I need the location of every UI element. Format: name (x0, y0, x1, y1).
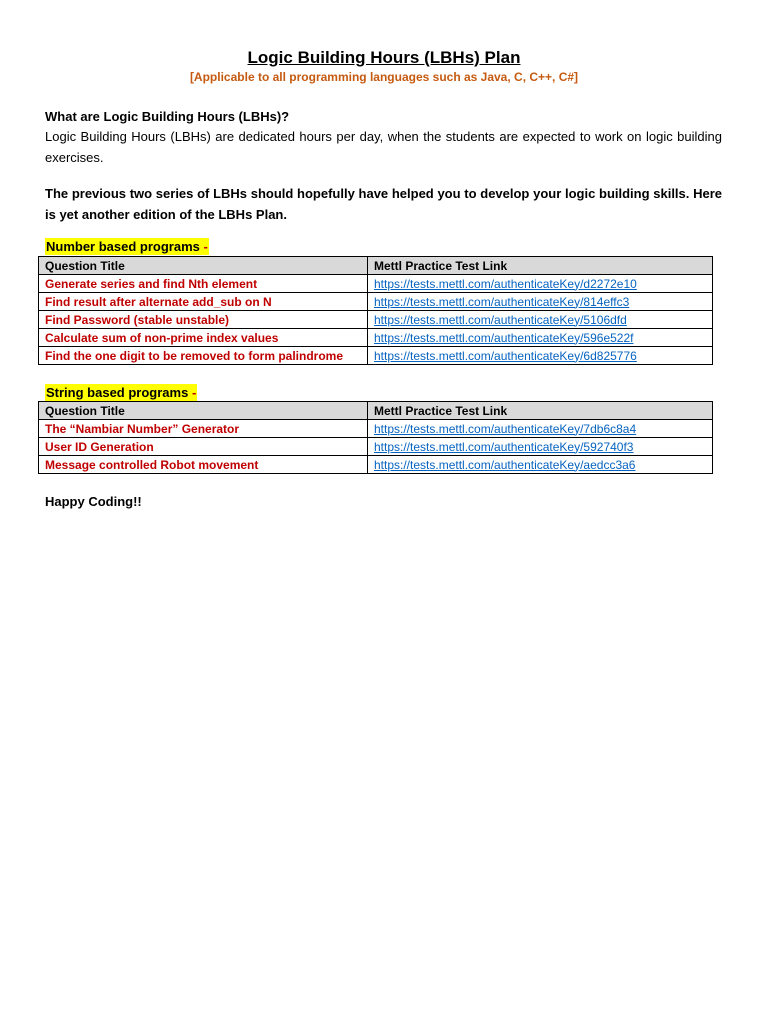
column-header-test-link: Mettl Practice Test Link (368, 402, 713, 420)
table-row (39, 456, 713, 474)
string-section-label-text: String based programs (46, 385, 189, 400)
table-header-row (39, 257, 713, 275)
question-title-cell: Find the one digit to be removed to form palindrome (39, 347, 368, 365)
test-link[interactable]: https://tests.mettl.com/authenticateKey/592740f3 (374, 439, 634, 454)
table-row (39, 311, 713, 329)
closing-text: Happy Coding!! (45, 494, 142, 509)
question-title-cell: Calculate sum of non-prime index values (39, 329, 368, 347)
page-title: Logic Building Hours (LBHs) Plan (247, 48, 521, 67)
question-title-cell: Find result after alternate add_sub on N (39, 293, 368, 311)
table-row (39, 329, 713, 347)
test-link-cell (368, 293, 713, 311)
string-section-dash: - (191, 385, 197, 400)
number-section-label-text: Number based programs (46, 239, 200, 254)
string-programs-rows (39, 420, 713, 474)
test-link-cell (368, 438, 713, 456)
question-title-cell: Generate series and find Nth element (39, 275, 368, 293)
test-link-cell (368, 275, 713, 293)
test-link[interactable]: https://tests.mettl.com/authenticateKey/5106dfd (374, 312, 627, 327)
test-link-cell (368, 456, 713, 474)
table-header-row (39, 402, 713, 420)
number-section-dash: - (203, 239, 208, 254)
test-link[interactable]: https://tests.mettl.com/authenticateKey/596e522f (374, 330, 634, 345)
string-programs-table (38, 401, 713, 474)
test-link[interactable]: https://tests.mettl.com/authenticateKey/7db6c8a4 (374, 421, 637, 436)
column-header-question-title: Question Title (39, 257, 368, 275)
table-row (39, 347, 713, 365)
test-link[interactable]: https://tests.mettl.com/authenticateKey/814effc3 (374, 294, 630, 309)
question-heading: What are Logic Building Hours (LBHs)? (45, 109, 290, 124)
test-link-cell (368, 347, 713, 365)
column-header-test-link: Mettl Practice Test Link (368, 257, 713, 275)
column-header-question-title: Question Title (39, 402, 368, 420)
table-row (39, 293, 713, 311)
question-title-cell: User ID Generation (39, 438, 368, 456)
number-programs-table (38, 256, 713, 365)
question-title-cell: The “Nambiar Number” Generator (39, 420, 368, 438)
test-link-cell (368, 329, 713, 347)
test-link-cell (368, 420, 713, 438)
intro-paragraph: The previous two series of LBHs should hopefully have helped you to develop your logic building skills. Here is yet another edition of the LBHs Plan. (45, 186, 722, 222)
table-row (39, 275, 713, 293)
table-row (39, 438, 713, 456)
table-row (39, 420, 713, 438)
string-section-label (45, 384, 197, 401)
number-programs-rows (39, 275, 713, 365)
test-link[interactable]: https://tests.mettl.com/authenticateKey/6d825776 (374, 348, 637, 363)
question-title-cell: Message controlled Robot movement (39, 456, 368, 474)
number-section-label (45, 238, 209, 255)
question-answer: Logic Building Hours (LBHs) are dedicated hours per day, when the students are expected to work on logic building exercises. (45, 129, 722, 165)
test-link-cell (368, 311, 713, 329)
test-link[interactable]: https://tests.mettl.com/authenticateKey/aedcc3a6 (374, 457, 636, 472)
question-title-cell: Find Password (stable unstable) (39, 311, 368, 329)
test-link[interactable]: https://tests.mettl.com/authenticateKey/d2272e10 (374, 276, 637, 291)
page-subtitle: [Applicable to all programming languages such as Java, C, C++, C#] (189, 70, 579, 84)
